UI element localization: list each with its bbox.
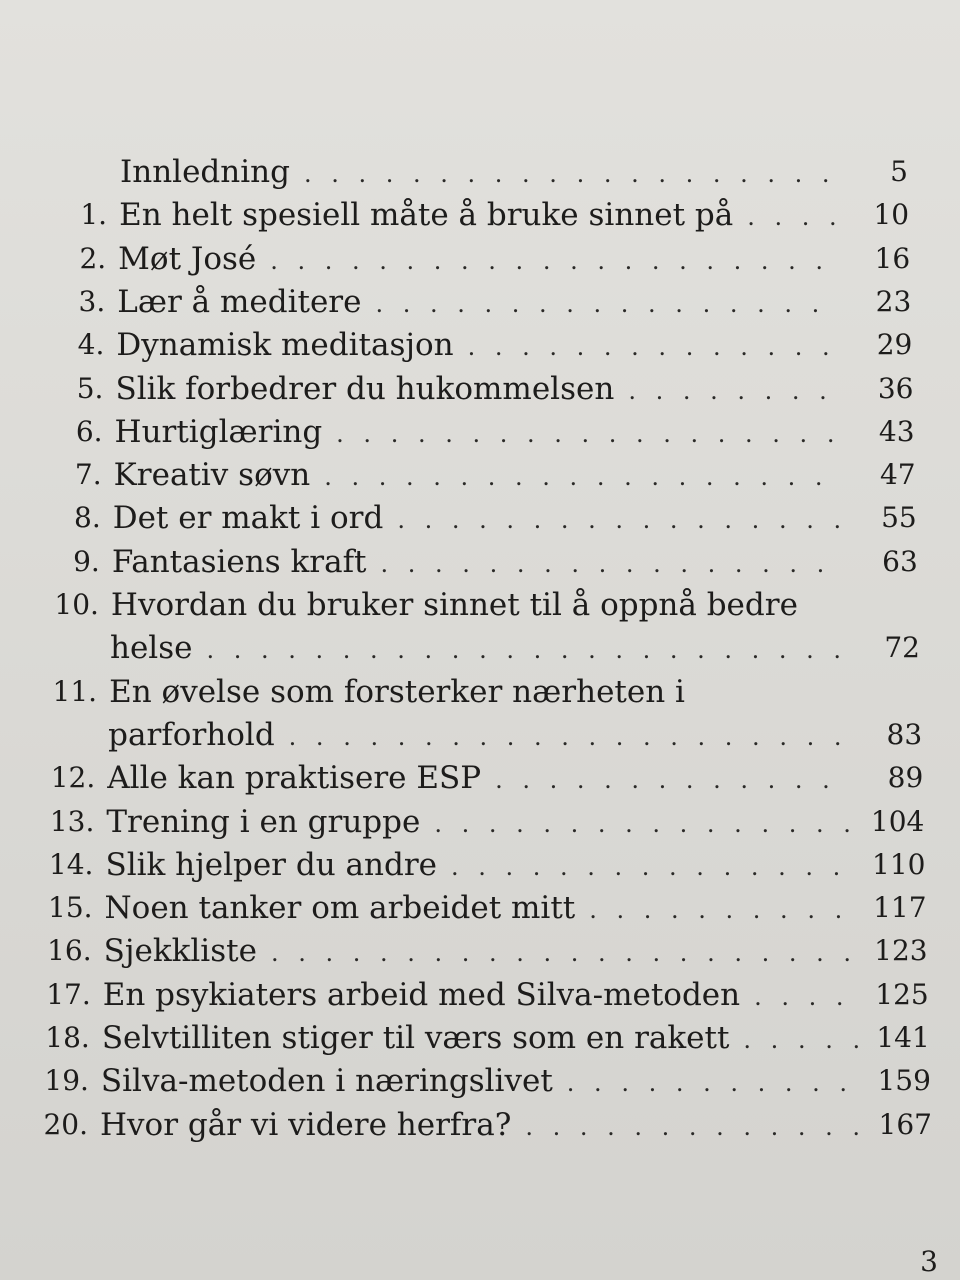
toc-entry-title: Hurtiglæring — [114, 413, 323, 450]
toc-entry-number: 19. — [44, 1064, 89, 1098]
toc-entry-title: Trening i en gruppe — [106, 803, 421, 840]
toc-entry — [24, 798, 924, 842]
toc-entry-number: 2. — [79, 241, 107, 275]
dot-leader — [747, 199, 837, 235]
toc-entry-page: 123 — [874, 934, 928, 968]
toc-entry — [30, 538, 918, 582]
toc-entry-page: 89 — [887, 761, 924, 795]
toc-entry-title: En øvelse som forsterker nærheten i — [109, 673, 685, 710]
toc-entry-number: 10. — [54, 588, 99, 621]
toc-entry-page: 83 — [886, 717, 923, 751]
dot-leader — [567, 1065, 859, 1101]
dot-leader — [468, 329, 841, 365]
toc-entry-number: 4. — [77, 328, 105, 362]
toc-entry — [23, 884, 927, 928]
toc-entry-title: Fantasiens kraft — [111, 543, 367, 580]
toc-entry-title: Silva-metoden i næringslivet — [100, 1063, 553, 1100]
toc-entry — [29, 581, 919, 625]
toc-entry — [38, 148, 908, 192]
dot-leader — [754, 979, 857, 1015]
dot-leader — [525, 1109, 860, 1145]
toc-entry-title: Slik hjelper du andre — [105, 846, 437, 883]
toc-entry-title: Hvor går vi videre herfra? — [100, 1106, 512, 1143]
toc-entry-page: 167 — [878, 1107, 932, 1141]
toc-entry-number: 1. — [80, 198, 108, 232]
toc-entry — [31, 494, 917, 538]
toc-entry-page: 47 — [879, 458, 916, 492]
toc-entry — [19, 1057, 931, 1101]
dot-leader — [451, 849, 853, 885]
toc-entry-title: Slik forbedrer du hukommelsen — [115, 370, 615, 407]
toc-entry-number: 13. — [49, 804, 95, 838]
toc-entry-number: 5. — [76, 371, 104, 405]
dot-leader — [289, 719, 851, 755]
toc-entry-page: 36 — [877, 371, 914, 405]
toc-entry-page: 16 — [874, 241, 911, 275]
toc-entry — [33, 408, 915, 452]
dot-leader — [206, 632, 848, 668]
toc-entry — [18, 1101, 932, 1145]
dot-leader — [270, 243, 838, 279]
toc-entry — [37, 191, 909, 235]
toc-entry-page: 125 — [875, 977, 929, 1011]
toc-entry-number: 12. — [50, 761, 96, 795]
toc-entry — [20, 1014, 930, 1058]
toc-entry-number: 9. — [73, 544, 100, 578]
dot-leader — [397, 502, 844, 538]
dot-leader — [434, 806, 852, 842]
toc-entry-page: 104 — [870, 804, 925, 838]
dot-leader — [495, 762, 851, 798]
dot-leader — [381, 546, 846, 582]
toc-entry — [36, 235, 910, 279]
toc-entry-number: 16. — [47, 934, 92, 968]
toc-entry-page: 63 — [882, 544, 918, 578]
toc-entry-title: En helt spesiell måte å bruke sinnet på — [119, 197, 734, 234]
toc-entry-title: Møt José — [118, 240, 257, 277]
toc-entry-title-continuation: parforhold — [108, 716, 275, 753]
dot-leader — [324, 459, 843, 495]
toc-entry — [35, 278, 911, 322]
toc-entry-title: Alle kan praktisere ESP — [107, 760, 482, 797]
toc-entry-title: Hvordan du bruker sinnet til å oppnå bedre — [110, 587, 798, 623]
toc-entry — [27, 668, 921, 712]
dot-leader — [589, 892, 854, 928]
toc-entry — [32, 451, 916, 495]
toc-entry — [21, 971, 929, 1015]
toc-entry-title: Det er makt i ord — [112, 500, 384, 537]
toc-entry-page: 110 — [872, 847, 926, 881]
toc-entry-number: 17. — [46, 977, 91, 1011]
toc-entry-title: Sjekkliste — [103, 933, 257, 970]
toc-entry — [28, 624, 920, 668]
toc-entry — [22, 927, 928, 971]
dot-leader — [375, 286, 839, 322]
toc-entry-page: 159 — [877, 1064, 931, 1098]
toc-entry-number: 11. — [52, 674, 98, 708]
toc-entry-title: Dynamisk meditasjon — [116, 327, 454, 364]
toc-entry-page: 141 — [876, 1021, 930, 1054]
toc-entry-page: 55 — [881, 501, 917, 535]
toc-entry-page: 10 — [873, 198, 910, 232]
toc-entry-title: Lær å meditere — [117, 283, 362, 320]
toc-entry — [33, 365, 913, 409]
toc-entry-number: 6. — [75, 414, 103, 448]
toc-entry-number: 3. — [78, 284, 106, 318]
page-number-folio: 3 — [920, 1245, 938, 1278]
toc-entry-title: Noen tanker om arbeidet mitt — [104, 890, 576, 927]
dot-leader — [304, 156, 836, 192]
dot-leader — [336, 416, 842, 452]
toc-entry-page: 117 — [873, 891, 927, 925]
dot-leader — [628, 373, 841, 409]
toc-entry-number: 15. — [48, 891, 93, 925]
toc-entry-page: 23 — [875, 284, 912, 318]
toc-entry-title-continuation: helse — [110, 630, 193, 667]
toc-entry-page: 43 — [878, 414, 915, 448]
toc-entry-title: En psykiaters arbeid med Silva-metoden — [102, 976, 741, 1013]
toc-entry-page: 72 — [884, 631, 920, 665]
toc-entry-number: 7. — [74, 458, 102, 492]
toc-entry-title: Innledning — [120, 154, 290, 190]
dot-leader — [743, 1022, 857, 1058]
toc-entry-page: 5 — [890, 155, 908, 188]
dot-leader — [271, 935, 856, 971]
toc-entry-number: 18. — [45, 1021, 90, 1054]
toc-entry — [25, 754, 923, 798]
toc-entry-title: Selvtilliten stiger til værs som en rakett — [101, 1020, 730, 1056]
toc-entry — [23, 841, 925, 885]
toc-entry-number: 8. — [74, 501, 101, 535]
toc-entry — [26, 711, 922, 755]
toc-entry — [34, 321, 912, 365]
toc-entry-number: 20. — [43, 1107, 88, 1141]
toc-entry-title: Kreativ søvn — [113, 457, 311, 494]
toc-entry-page: 29 — [876, 328, 913, 362]
toc-entry-number: 14. — [48, 847, 94, 881]
